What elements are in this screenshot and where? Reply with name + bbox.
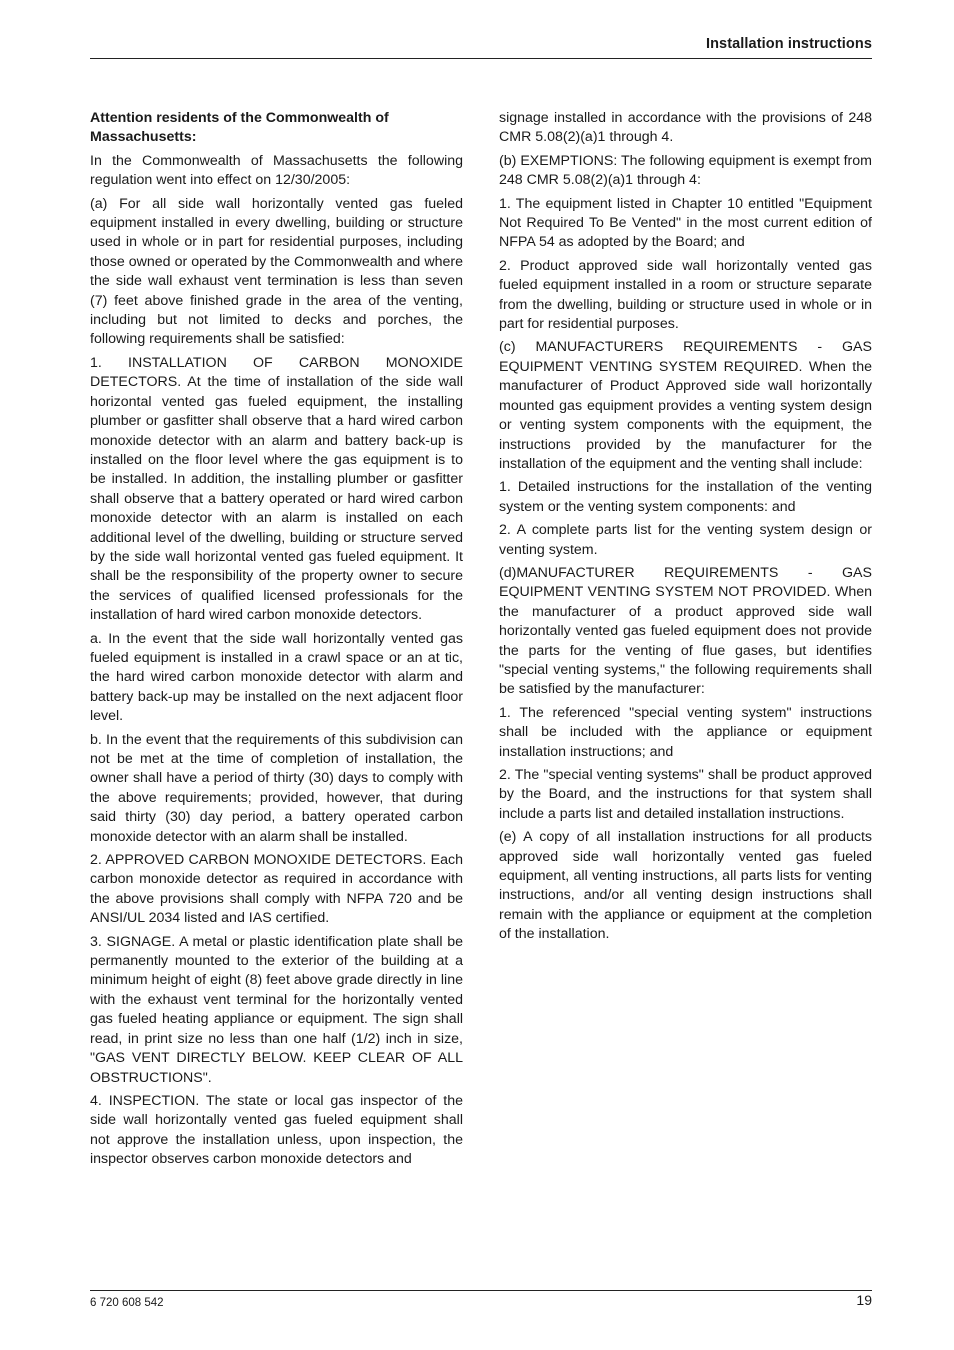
- left-column: [90, 109, 463, 1174]
- paragraph: (e) A copy of all installation instructions for all products approved side wall horizontally vented gas fueled equipment, all venting instructions, all parts lists for venting instructions, and/or all venting design instructions shall remain with the appliance or equipment at the completion of the installation.: [499, 829, 872, 943]
- paragraph: In the Commonwealth of Massachusetts the following regulation went into effect on 12/30/2005:: [90, 152, 463, 189]
- paragraph: 3. SIGNAGE. A metal or plastic identification plate shall be permanently mounted to the exterior of the building at a minimum height of eight (8) feet above grade directly in line with the exhaust vent terminal for the horizontally vented gas fueled heating appliance or equipment. The sign shall read, in print size no less than one half (1/2) inch in size, "GAS VENT DIRECTLY BELOW. KEEP CLEAR OF ALL OBSTRUCTIONS".: [90, 933, 463, 1086]
- paragraph: signage installed in accordance with the provisions of 248 CMR 5.08(2)(a)1 through 4.: [499, 110, 872, 146]
- paragraph: 1. INSTALLATION OF CARBON MONOXIDE DETECTORS. At the time of installation of the side wall horizontal vented gas fueled equipment, the installing plumber or gasfitter shall observe that a hard wired carbon monoxide detector with an alarm and battery back-up is installed on the floor level where the gas equipment is to be installed. In addition, the installing plumber or gasfitter shall observe that a battery operated or hard wired carbon monoxide detector with an alarm is installed on each additional level of the dwelling, building or structure served by the side wall horizontal vented gas fueled equipment. It shall be the responsibility of the property owner to secure the services of qualified licensed professionals for the installation of hard wired carbon monoxide detectors.: [90, 354, 463, 624]
- footer-rule: [90, 1290, 872, 1291]
- header-title: Installation instructions: [705, 36, 872, 52]
- paragraph: (d)MANUFACTURER REQUIREMENTS - GAS EQUIPMENT VENTING SYSTEM NOT PROVIDED. When the manufacturer of a product approved side wall horizontally vented gas fueled equipment does not provide the parts for the venting of flue gases, but identifies "special venting systems," the following requirements shall be satisfied by the manufacturer:: [499, 564, 872, 698]
- section-heading: Attention residents of the Commonwealth of Massachusetts:: [90, 110, 389, 146]
- paragraph: 2. APPROVED CARBON MONOXIDE DETECTORS. Each carbon monoxide detector as required in accordance with the above provisions shall comply with NFPA 720 and be ANSI/UL 2034 listed and IAS certified.: [90, 852, 463, 927]
- paragraph: 2. The "special venting systems" shall be product approved by the Board, and the instructions for that system shall include a parts list and detailed installation instructions.: [499, 767, 872, 822]
- paragraph: 1. The equipment listed in Chapter 10 entitled "Equipment Not Required To Be Vented" in the most current edition of NFPA 54 as adopted by the Board; and: [499, 195, 872, 251]
- paragraph: a. In the event that the side wall horizontally vented gas fueled equipment is installed in a crawl space or an at tic, the hard wired carbon monoxide detector with alarm and battery back-up may be installed on the next adjacent floor level.: [90, 630, 463, 725]
- paragraph: (b) EXEMPTIONS: The following equipment is exempt from 248 CMR 5.08(2)(a)1 through 4:: [499, 152, 872, 189]
- paragraph: (c) MANUFACTURERS REQUIREMENTS - GAS EQUIPMENT VENTING SYSTEM REQUIRED. When the manufacturer of Product Approved side wall horizontally mounted gas equipment provides a venting system design or venting system components with the equipment, the instructions provided by the manufacturer for the installation of the equipment and the venting shall include:: [499, 339, 872, 472]
- document-number: 6 720 608 542: [90, 1297, 164, 1309]
- right-column: [499, 109, 872, 949]
- paragraph: 1. Detailed instructions for the installation of the venting system or the venting system components: and: [499, 479, 872, 515]
- header-rule: [90, 58, 872, 59]
- paragraph: b. In the event that the requirements of this subdivision can not be met at the time of completion of installation, the owner shall have a period of thirty (30) days to comply with the above requirements; provided, however, that during said thirty (30) day period, a battery operated carbon monoxide detector with an alarm shall be installed.: [90, 731, 463, 845]
- paragraph: 4. INSPECTION. The state or local gas inspector of the side wall horizontally vented gas fueled equipment shall not approve the installation unless, upon inspection, the inspector observes carbon monoxide detectors and: [90, 1092, 463, 1168]
- paragraph: (a) For all side wall horizontally vented gas fueled equipment installed in every dwelling, building or structure used in whole or in part for residential purposes, including those owned or operated by the Commonwealth and where the side wall exhaust vent termination is less than seven (7) feet above finished grade in the area of the venting, including but not limited to decks and porches, the following requirements shall be satisfied:: [90, 195, 463, 348]
- page-number: 19: [856, 1292, 872, 1308]
- paragraph: 2. Product approved side wall horizontally vented gas fueled equipment installed in a room or structure separate from the dwelling, building or structure used in whole or in part for residential purposes.: [499, 257, 872, 333]
- paragraph: 1. The referenced "special venting system" instructions shall be included with the appliance or equipment installation instructions; and: [499, 704, 872, 760]
- paragraph: 2. A complete parts list for the venting system design or venting system.: [499, 522, 872, 558]
